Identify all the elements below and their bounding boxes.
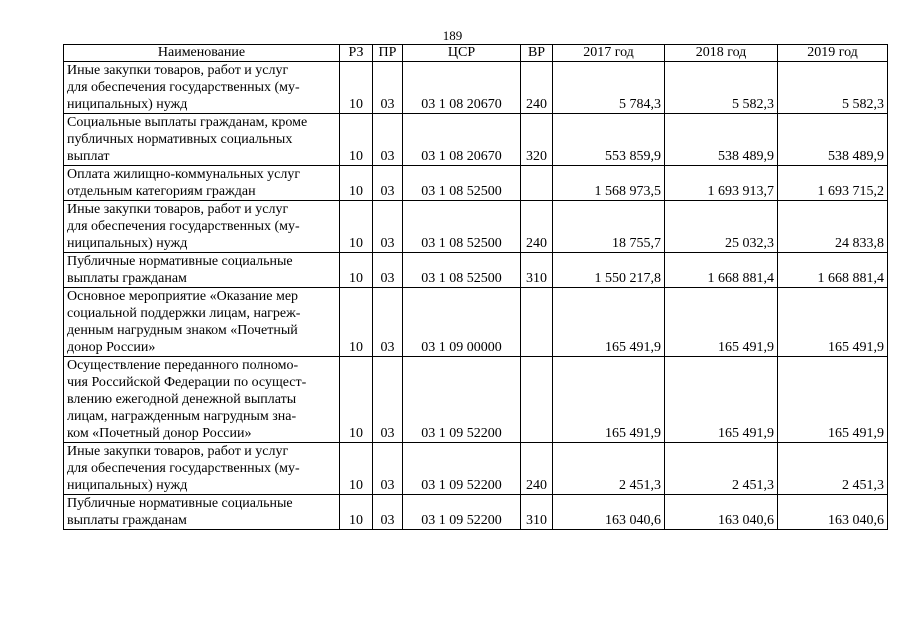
- cell-csr: 03 1 08 20670: [403, 62, 521, 114]
- cell-name-line: чия Российской Федерации по осущест-: [67, 375, 307, 390]
- cell-name-line: влению ежегодной денежной выплаты: [67, 392, 297, 407]
- cell-name-line: выплаты гражданам: [67, 271, 187, 286]
- column-header-2018: 2018 год: [665, 45, 778, 62]
- cell-2017: 5 784,3: [553, 62, 665, 114]
- cell-2017: 2 451,3: [553, 443, 665, 495]
- cell-2019: 2 451,3: [778, 443, 888, 495]
- cell-name-line: социальной поддержки лицам, нагреж-: [67, 306, 301, 321]
- cell-rz: 10: [340, 288, 373, 357]
- cell-name-line: Осуществление переданного полномо-: [67, 358, 299, 373]
- cell-rz: 10: [340, 62, 373, 114]
- cell-name-line: ниципальных) нужд: [67, 478, 188, 493]
- cell-vr: [521, 166, 553, 201]
- cell-vr: 310: [521, 253, 553, 288]
- cell-2019: 24 833,8: [778, 201, 888, 253]
- cell-2019: 163 040,6: [778, 495, 888, 530]
- cell-name: [64, 114, 340, 166]
- cell-csr: 03 1 09 52200: [403, 495, 521, 530]
- cell-name-line: Иные закупки товаров, работ и услуг: [67, 444, 289, 459]
- cell-name-line: для обеспечения государственных (му-: [67, 80, 300, 95]
- cell-pr: 03: [373, 166, 403, 201]
- cell-csr: 03 1 08 52500: [403, 253, 521, 288]
- cell-vr: 240: [521, 201, 553, 253]
- cell-pr: 03: [373, 114, 403, 166]
- cell-2017: 163 040,6: [553, 495, 665, 530]
- cell-2018: 165 491,9: [665, 357, 778, 443]
- cell-name-line: Иные закупки товаров, работ и услуг: [67, 202, 289, 217]
- cell-csr: 03 1 09 52200: [403, 443, 521, 495]
- cell-rz: 10: [340, 357, 373, 443]
- table-row: [64, 357, 888, 443]
- cell-pr: 03: [373, 495, 403, 530]
- cell-name-line: лицам, награжденным нагрудным зна-: [67, 409, 297, 424]
- cell-csr: 03 1 09 52200: [403, 357, 521, 443]
- table-body: [64, 62, 888, 530]
- table-row: [64, 288, 888, 357]
- cell-vr: [521, 288, 553, 357]
- cell-2017: 1 550 217,8: [553, 253, 665, 288]
- cell-2019: 165 491,9: [778, 288, 888, 357]
- cell-name-line: Публичные нормативные социальные: [67, 254, 293, 269]
- cell-csr: 03 1 08 52500: [403, 201, 521, 253]
- cell-2018: 2 451,3: [665, 443, 778, 495]
- table-row: [64, 166, 888, 201]
- cell-2019: 1 693 715,2: [778, 166, 888, 201]
- table-header-row: [64, 45, 888, 62]
- cell-name-line: для обеспечения государственных (му-: [67, 461, 300, 476]
- cell-name: [64, 357, 340, 443]
- cell-2017: 165 491,9: [553, 357, 665, 443]
- column-header-vr: ВР: [521, 45, 553, 62]
- cell-name: [64, 166, 340, 201]
- cell-name-line: ниципальных) нужд: [67, 236, 188, 251]
- cell-pr: 03: [373, 357, 403, 443]
- table-row: [64, 495, 888, 530]
- cell-rz: 10: [340, 253, 373, 288]
- cell-vr: 320: [521, 114, 553, 166]
- page-number: 189: [442, 28, 463, 43]
- cell-name-line: отдельным категориям граждан: [67, 184, 256, 199]
- table-row: [64, 114, 888, 166]
- cell-name-line: денным нагрудным знаком «Почетный: [67, 323, 298, 338]
- cell-rz: 10: [340, 443, 373, 495]
- cell-name-line: Социальные выплаты гражданам, кроме: [67, 115, 308, 130]
- cell-name-line: Оплата жилищно-коммунальных услуг: [67, 167, 301, 182]
- table-row: [64, 443, 888, 495]
- cell-name-line: Иные закупки товаров, работ и услуг: [67, 63, 289, 78]
- cell-name-line: выплаты гражданам: [67, 513, 187, 528]
- cell-pr: 03: [373, 443, 403, 495]
- cell-name-line: ком «Почетный донор России»: [67, 426, 252, 441]
- cell-name-line: для обеспечения государственных (му-: [67, 219, 300, 234]
- cell-2018: 25 032,3: [665, 201, 778, 253]
- cell-2019: 5 582,3: [778, 62, 888, 114]
- column-header-csr: ЦСР: [403, 45, 521, 62]
- cell-2018: 165 491,9: [665, 288, 778, 357]
- cell-rz: 10: [340, 495, 373, 530]
- cell-csr: 03 1 08 20670: [403, 114, 521, 166]
- cell-2017: 18 755,7: [553, 201, 665, 253]
- cell-2019: 1 668 881,4: [778, 253, 888, 288]
- cell-2017: 165 491,9: [553, 288, 665, 357]
- cell-csr: 03 1 08 52500: [403, 166, 521, 201]
- cell-vr: [521, 357, 553, 443]
- cell-vr: 240: [521, 443, 553, 495]
- cell-name: [64, 288, 340, 357]
- column-header-2017: 2017 год: [553, 45, 665, 62]
- cell-2018: 1 668 881,4: [665, 253, 778, 288]
- cell-rz: 10: [340, 114, 373, 166]
- cell-2018: 1 693 913,7: [665, 166, 778, 201]
- column-header-pr: ПР: [373, 45, 403, 62]
- table-row: [64, 201, 888, 253]
- cell-name-line: Основное мероприятие «Оказание мер: [67, 289, 299, 304]
- table-row: [64, 62, 888, 114]
- cell-2018: 538 489,9: [665, 114, 778, 166]
- cell-name-line: донор России»: [67, 340, 156, 355]
- cell-name: [64, 62, 340, 114]
- cell-2018: 5 582,3: [665, 62, 778, 114]
- cell-csr: 03 1 09 00000: [403, 288, 521, 357]
- cell-vr: 310: [521, 495, 553, 530]
- column-header-rz: РЗ: [340, 45, 373, 62]
- column-header-name: Наименование: [64, 45, 340, 62]
- cell-name-line: выплат: [67, 149, 110, 164]
- cell-pr: 03: [373, 201, 403, 253]
- cell-name-line: публичных нормативных социальных: [67, 132, 293, 147]
- cell-pr: 03: [373, 62, 403, 114]
- cell-rz: 10: [340, 201, 373, 253]
- cell-name-line: ниципальных) нужд: [67, 97, 188, 112]
- cell-pr: 03: [373, 288, 403, 357]
- table-row: [64, 253, 888, 288]
- cell-name: [64, 443, 340, 495]
- cell-2017: 1 568 973,5: [553, 166, 665, 201]
- cell-2019: 538 489,9: [778, 114, 888, 166]
- budget-table: [63, 44, 888, 530]
- cell-name-line: Публичные нормативные социальные: [67, 496, 293, 511]
- cell-2017: 553 859,9: [553, 114, 665, 166]
- cell-pr: 03: [373, 253, 403, 288]
- cell-name: [64, 495, 340, 530]
- column-header-2019: 2019 год: [778, 45, 888, 62]
- cell-2019: 165 491,9: [778, 357, 888, 443]
- cell-vr: 240: [521, 62, 553, 114]
- cell-name: [64, 253, 340, 288]
- cell-2018: 163 040,6: [665, 495, 778, 530]
- cell-rz: 10: [340, 166, 373, 201]
- cell-name: [64, 201, 340, 253]
